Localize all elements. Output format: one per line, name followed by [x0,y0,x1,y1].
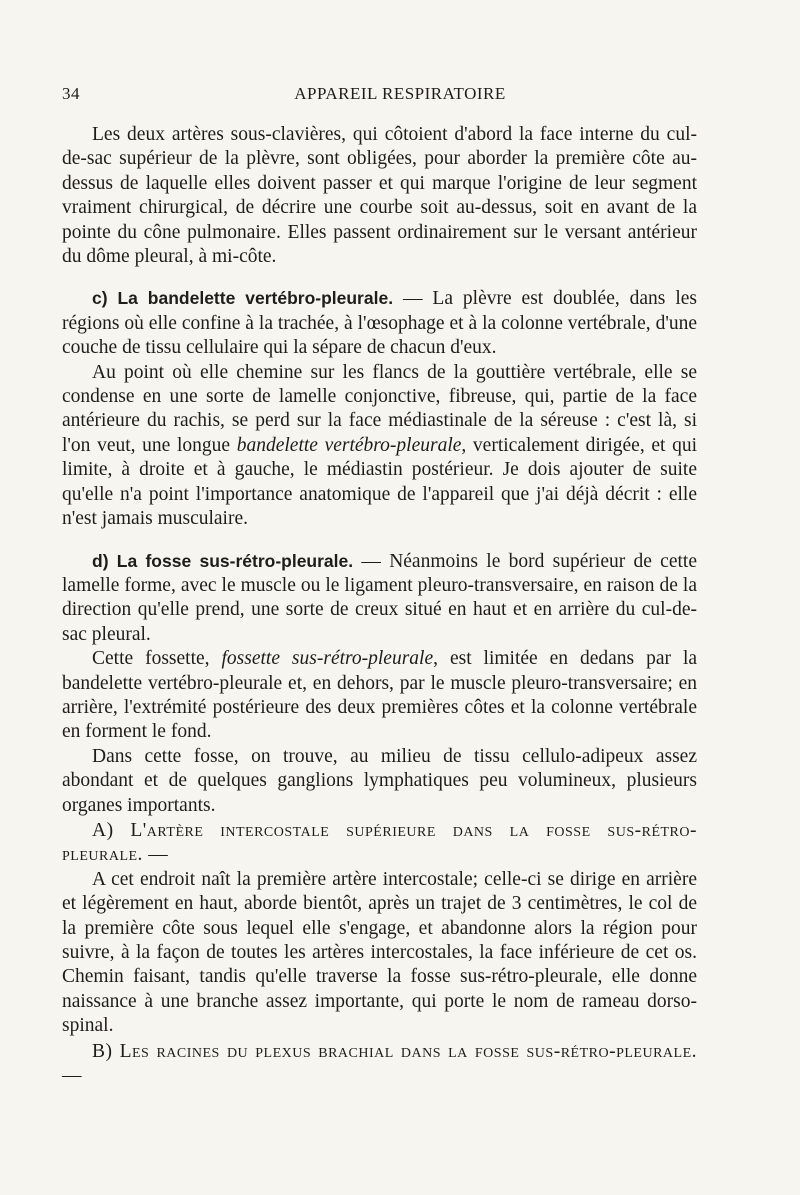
paragraph-organes [62,745,697,818]
running-header [62,84,738,108]
paragraph-bandelette [62,286,697,360]
running-title: APPAREIL RESPIRATOIRE [294,84,506,103]
italic-term: fossette sus-rétro-pleurale [221,648,434,670]
page-number: 34 [62,84,80,103]
paragraph-text: , est limitée en dedans par la bandelette vertébro-pleurale et, en dehors, par le muscle pleuro-transversaire; en arrière, l'extrémité postérieure des deux premières côtes et la colonne vertébrale en forment le fond. [62,648,698,743]
subsection-heading-b: B) Les racines du plexus brachial dans la fosse sus-rétro-pleurale. — [62,1040,697,1087]
paragraph-fossette [62,647,697,745]
paragraph-artere-intercostale [62,868,697,1039]
paragraph-text: — Néanmoins le bord supérieur de cette lamelle forme, avec le muscle ou le ligament pleuro-transversaire, en raison de la direction qu'elle prend, une sorte de creux situé en haut et en arrière du cul-de-sac pleural. [62,550,697,645]
section-heading-d: d) La fosse sus-rétro-pleurale. [92,550,354,571]
paragraph-gouttiere [62,361,697,532]
body-text [62,123,697,1088]
subsection-heading-a: A) L'artère intercostale supérieure dans la fosse sus-rétro-pleurale. — [62,819,697,866]
section-heading-c: c) La bandelette vertébro-pleurale. [92,288,394,309]
paragraph-text: A cet endroit naît la première artère intercostale; celle-ci se dirige en arrière et légèrement en haut, aborde bientôt, après un trajet de 3 centimètres, le col de la première côte sous lequel elle s'engage, et abandonne alors la région pour suivre, à la façon de toutes les artères intercostales, la face inférieure de cet os. Chemin faisant, tandis qu'elle traverse la fosse sus-rétro-pleurale, elle donne naissance à une branche assez importante, qui porte le nom de rameau dorso-spinal. [62,868,697,1037]
paragraph-text: , verticalement dirigée, et qui limite, à droite et à gauche, le médiastin postérieur. Je dois ajouter de suite qu'elle n'a point l'importance anatomique de l'appareil que j'ai déjà décrit : elle n'est jamais musculaire. [62,434,697,530]
paragraph-text: Au point où elle chemine sur les flancs de la gouttière vertébrale, elle se condense en une sorte de lamelle conjonctive, fibreuse, qui, partie de la face antérieure du rachis, se perd sur la face médiastinale de la séreuse : c'est là, si l'on veut, une longue [62,361,697,456]
paragraph-text: Cette fossette, [92,648,222,670]
paragraph-fosse [62,549,697,648]
paragraph-text: — La plèvre est doublée, dans les régions où elle confine à la trachée, à l'œsophage et à la colonne vertébrale, d'une couche de tissu cellulaire qui la sépare de chacun d'eux. [62,288,697,359]
paragraph-arteres [62,123,697,269]
paragraph-text: Dans cette fosse, on trouve, au milieu de tissu cellulo-adipeux assez abondant et de quelques ganglions lymphatiques peu volumineux, plusieurs organes importants. [62,745,697,816]
italic-term: bandelette vertébro-pleurale [236,434,462,456]
paragraph-text: Les deux artères sous-clavières, qui côtoient d'abord la face interne du cul-de-sac supérieur de la plèvre, sont obligées, pour aborder la première côte au-dessus de laquelle elles doivent passer et qui marque l'origine de leur segment vraiment chirurgical, de décrire une courbe soit au-dessus, soit en avant de la pointe du cône pulmonaire. Elles passent ordinairement sur le versant antérieur du dôme pleural, à mi-côte. [62,124,697,268]
